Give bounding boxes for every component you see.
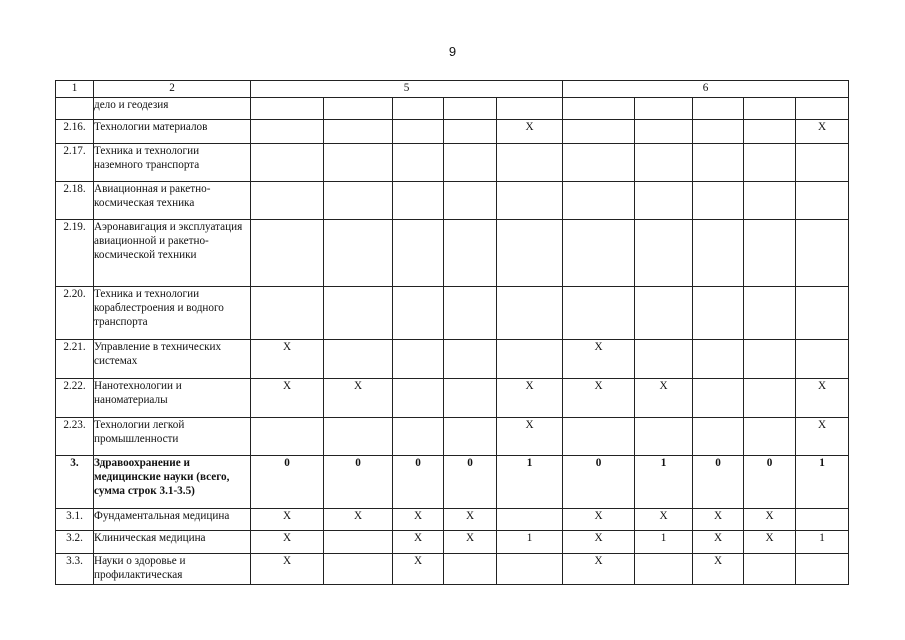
cell-value <box>444 98 497 120</box>
cell-value: 1 <box>497 456 563 509</box>
row-number: 2.23. <box>56 418 94 456</box>
cell-value: X <box>635 509 693 531</box>
cell-value: X <box>497 120 563 144</box>
cell-value <box>497 509 563 531</box>
cell-value: X <box>744 531 796 554</box>
cell-value <box>251 120 324 144</box>
cell-value: X <box>693 509 744 531</box>
table-row <box>56 456 849 509</box>
cell-value <box>393 287 444 340</box>
cell-value: X <box>563 554 635 585</box>
cell-value: 0 <box>444 456 497 509</box>
row-name: Клиническая медицина <box>94 531 251 554</box>
cell-value <box>796 98 849 120</box>
cell-value <box>796 340 849 379</box>
row-number: 2.18. <box>56 182 94 220</box>
cell-value: 0 <box>324 456 393 509</box>
cell-value: X <box>796 379 849 418</box>
cell-value <box>497 144 563 182</box>
row-name: Техника и технологии наземного транспорта <box>94 144 251 182</box>
row-name: Здравоохранение и медицинские науки (всего, сумма строк 3.1-3.5) <box>94 456 251 509</box>
cell-value <box>324 98 393 120</box>
cell-value <box>324 287 393 340</box>
cell-value <box>393 220 444 287</box>
row-number: 2.16. <box>56 120 94 144</box>
cell-value <box>635 220 693 287</box>
cell-value: X <box>393 509 444 531</box>
row-name: Фундаментальная медицина <box>94 509 251 531</box>
table-row <box>56 120 849 144</box>
cell-value <box>393 120 444 144</box>
cell-value: X <box>796 418 849 456</box>
cell-value <box>324 144 393 182</box>
cell-value: X <box>251 554 324 585</box>
cell-value <box>693 182 744 220</box>
data-table <box>55 80 849 585</box>
cell-value <box>796 220 849 287</box>
cell-value <box>444 182 497 220</box>
row-number: 3.3. <box>56 554 94 585</box>
cell-value <box>744 98 796 120</box>
table-row <box>56 340 849 379</box>
cell-value: X <box>635 379 693 418</box>
cell-value <box>635 182 693 220</box>
cell-value <box>444 287 497 340</box>
cell-value <box>693 340 744 379</box>
cell-value: 1 <box>635 531 693 554</box>
cell-value <box>635 554 693 585</box>
cell-value <box>497 340 563 379</box>
cell-value <box>563 144 635 182</box>
cell-value <box>497 98 563 120</box>
row-number: 3.2. <box>56 531 94 554</box>
cell-value <box>693 220 744 287</box>
cell-value: X <box>744 509 796 531</box>
cell-value <box>251 182 324 220</box>
cell-value <box>563 287 635 340</box>
cell-value <box>796 509 849 531</box>
cell-value: 0 <box>251 456 324 509</box>
cell-value: X <box>563 531 635 554</box>
cell-value <box>744 144 796 182</box>
cell-value <box>635 287 693 340</box>
cell-value <box>693 120 744 144</box>
cell-value <box>744 554 796 585</box>
row-name: Управление в технических системах <box>94 340 251 379</box>
cell-value: X <box>563 340 635 379</box>
row-name: Технологии материалов <box>94 120 251 144</box>
cell-value: X <box>251 509 324 531</box>
header-col-2: 2 <box>94 81 251 98</box>
cell-value: X <box>497 379 563 418</box>
cell-value: 0 <box>393 456 444 509</box>
cell-value <box>497 287 563 340</box>
cell-value <box>635 144 693 182</box>
row-number: 2.20. <box>56 287 94 340</box>
cell-value <box>635 418 693 456</box>
cell-value <box>796 287 849 340</box>
cell-value <box>635 98 693 120</box>
header-col-5: 5 <box>251 81 563 98</box>
table-row <box>56 531 849 554</box>
cell-value <box>744 379 796 418</box>
cell-value: X <box>393 531 444 554</box>
header-row <box>56 81 849 98</box>
row-number <box>56 98 94 120</box>
table-row <box>56 418 849 456</box>
cell-value <box>497 182 563 220</box>
cell-value: X <box>324 509 393 531</box>
cell-value <box>324 418 393 456</box>
cell-value: 0 <box>693 456 744 509</box>
cell-value <box>251 98 324 120</box>
row-name: Авиационная и ракетно-космическая техника <box>94 182 251 220</box>
cell-value: 0 <box>563 456 635 509</box>
cell-value <box>393 144 444 182</box>
row-name: Технологии легкой промышленности <box>94 418 251 456</box>
cell-value <box>393 340 444 379</box>
cell-value <box>393 379 444 418</box>
row-name: Аэронавигация и эксплуатация авиационной и ракетно-космической техники <box>94 220 251 287</box>
cell-value <box>744 418 796 456</box>
row-name: Нанотехнологии и наноматериалы <box>94 379 251 418</box>
cell-value: X <box>497 418 563 456</box>
row-name: дело и геодезия <box>94 98 251 120</box>
cell-value <box>693 98 744 120</box>
header-col-6: 6 <box>563 81 849 98</box>
cell-value: 1 <box>635 456 693 509</box>
cell-value <box>444 120 497 144</box>
cell-value <box>796 144 849 182</box>
cell-value: 1 <box>796 531 849 554</box>
cell-value <box>324 554 393 585</box>
cell-value <box>563 418 635 456</box>
cell-value: 1 <box>497 531 563 554</box>
cell-value <box>444 554 497 585</box>
cell-value <box>444 340 497 379</box>
cell-value <box>563 220 635 287</box>
cell-value: X <box>796 120 849 144</box>
cell-value <box>497 220 563 287</box>
row-number: 2.21. <box>56 340 94 379</box>
row-number: 3. <box>56 456 94 509</box>
cell-value <box>635 120 693 144</box>
row-number: 2.22. <box>56 379 94 418</box>
cell-value: X <box>444 509 497 531</box>
cell-value <box>693 144 744 182</box>
cell-value <box>693 379 744 418</box>
cell-value <box>444 144 497 182</box>
cell-value <box>796 554 849 585</box>
row-number: 3.1. <box>56 509 94 531</box>
table-row <box>56 144 849 182</box>
cell-value: X <box>393 554 444 585</box>
cell-value <box>251 287 324 340</box>
table-row <box>56 509 849 531</box>
cell-value <box>563 182 635 220</box>
cell-value: X <box>251 531 324 554</box>
cell-value <box>444 220 497 287</box>
cell-value: 0 <box>744 456 796 509</box>
cell-value: X <box>693 531 744 554</box>
table-row <box>56 379 849 418</box>
page-number: 9 <box>448 44 457 59</box>
cell-value <box>324 120 393 144</box>
cell-value <box>251 144 324 182</box>
cell-value <box>251 220 324 287</box>
cell-value <box>324 182 393 220</box>
table-row <box>56 182 849 220</box>
cell-value <box>393 418 444 456</box>
cell-value <box>635 340 693 379</box>
cell-value <box>693 287 744 340</box>
cell-value <box>324 340 393 379</box>
cell-value <box>796 182 849 220</box>
cell-value: 1 <box>796 456 849 509</box>
cell-value <box>744 340 796 379</box>
cell-value: X <box>444 531 497 554</box>
cell-value <box>444 379 497 418</box>
row-number: 2.17. <box>56 144 94 182</box>
row-name: Науки о здоровье и профилактическая <box>94 554 251 585</box>
cell-value: X <box>563 509 635 531</box>
cell-value <box>744 287 796 340</box>
cell-value <box>324 220 393 287</box>
cell-value <box>251 418 324 456</box>
cell-value <box>444 418 497 456</box>
cell-value: X <box>324 379 393 418</box>
cell-value <box>497 554 563 585</box>
cell-value <box>393 182 444 220</box>
cell-value: X <box>693 554 744 585</box>
table-row <box>56 554 849 585</box>
table-row <box>56 98 849 120</box>
cell-value <box>744 120 796 144</box>
table-row <box>56 287 849 340</box>
cell-value <box>693 418 744 456</box>
cell-value <box>744 220 796 287</box>
header-col-1: 1 <box>56 81 94 98</box>
cell-value <box>563 120 635 144</box>
cell-value <box>324 531 393 554</box>
row-name: Техника и технологии кораблестроения и водного транспорта <box>94 287 251 340</box>
cell-value: X <box>563 379 635 418</box>
cell-value <box>563 98 635 120</box>
row-number: 2.19. <box>56 220 94 287</box>
cell-value <box>744 182 796 220</box>
cell-value: X <box>251 379 324 418</box>
table-row <box>56 220 849 287</box>
cell-value: X <box>251 340 324 379</box>
cell-value <box>393 98 444 120</box>
